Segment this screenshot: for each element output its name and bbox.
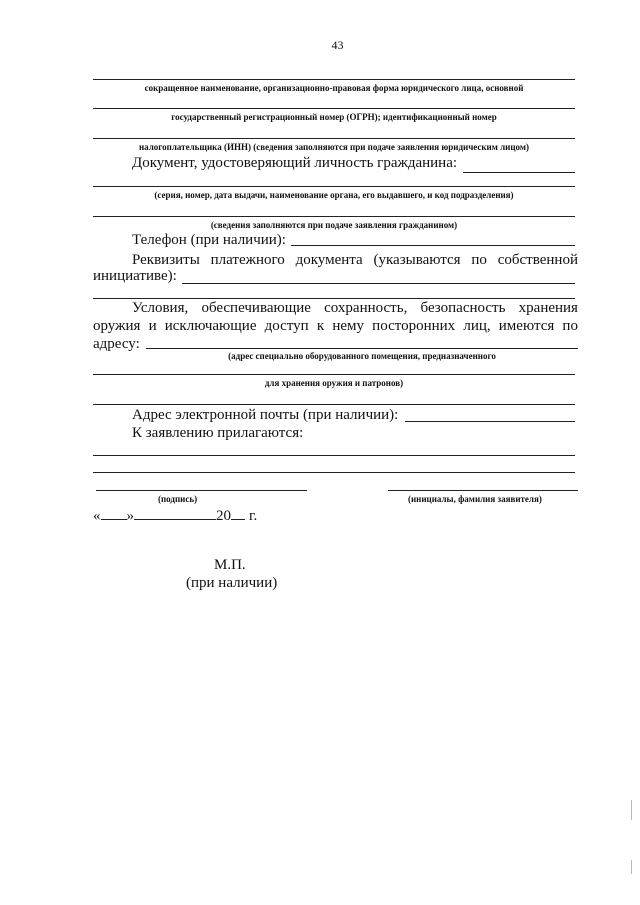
name-line[interactable]: [388, 490, 578, 491]
signature-line[interactable]: [96, 490, 307, 491]
stamp-note: (при наличии): [186, 575, 278, 591]
conditions-word: лиц,: [463, 318, 491, 334]
conditions-word: хранения: [518, 300, 578, 316]
org-name-line[interactable]: [93, 79, 575, 80]
conditions-line-1: [132, 300, 578, 317]
page-number: 43: [331, 38, 344, 52]
address-caption-1: (адрес специально оборудованного помещения, предназначенного: [228, 351, 496, 361]
address-inline-line[interactable]: [146, 348, 578, 349]
payment-line-1: [132, 252, 578, 269]
identity-inline-line[interactable]: [463, 172, 575, 173]
identity-details-line[interactable]: [93, 186, 575, 187]
conditions-word: и: [148, 318, 157, 334]
stamp-label: М.П.: [214, 557, 246, 573]
scan-edge-mark: [631, 860, 632, 874]
date-day-field[interactable]: [101, 518, 127, 520]
conditions-word: исключающие: [164, 318, 257, 334]
date-line: [93, 508, 257, 525]
payment-inline-line[interactable]: [182, 283, 575, 284]
date-month-field[interactable]: [134, 518, 216, 520]
attachments-line-2[interactable]: [93, 472, 575, 473]
org-caption-3: налогоплательщика (ИНН) (сведения заполняются при подаче заявления юридическим лицом): [138, 142, 529, 152]
conditions-line-2: [93, 318, 578, 335]
ogrn-line[interactable]: [93, 108, 575, 109]
conditions-word: нему: [332, 318, 365, 334]
conditions-word: по: [562, 318, 578, 334]
date-year-prefix: 20: [216, 508, 231, 524]
conditions-line-3: адресу:: [93, 336, 140, 352]
date-year-field[interactable]: [231, 518, 245, 520]
conditions-word: сохранность,: [324, 300, 408, 316]
payment-line-2: инициативе):: [93, 268, 177, 284]
payment-word: собственной: [497, 252, 578, 268]
conditions-word: оружия: [93, 318, 141, 334]
identity-extra-line[interactable]: [93, 216, 575, 217]
conditions-word: обеспечивающие: [201, 300, 311, 316]
conditions-word: безопасность: [420, 300, 506, 316]
identity-caption-2: (сведения заполняются при подаче заявления гражданином): [210, 220, 458, 230]
payment-word: Реквизиты: [132, 252, 200, 268]
signature-caption: (подпись): [158, 494, 198, 504]
email-line[interactable]: [405, 421, 575, 422]
identity-label: Документ, удостоверяющий личность гражданина:: [132, 155, 458, 171]
phone-label: Телефон (при наличии):: [132, 232, 286, 248]
payment-word: платежного: [210, 252, 285, 268]
payment-word: по: [471, 252, 487, 268]
identity-caption-1: (серия, номер, дата выдачи, наименование органа, его выдавшего, и код подразделения): [154, 190, 514, 200]
org-caption-2: государственный регистрационный номер (ОГРН); идентификационный номер: [171, 112, 497, 122]
date-open-quote: «: [93, 508, 101, 524]
org-caption-1: сокращенное наименование, организационно-правовая форма юридического лица, основной: [144, 83, 524, 93]
payment-word: документа: [295, 252, 363, 268]
name-caption: (инициалы, фамилия заявителя): [408, 494, 542, 504]
address-caption-2: для хранения оружия и патронов): [264, 378, 404, 388]
date-close-quote: »: [126, 508, 134, 524]
date-year-suffix: г.: [249, 508, 258, 524]
conditions-word: посторонних: [372, 318, 456, 334]
conditions-word: доступ: [264, 318, 309, 334]
payment-word: (указываются: [373, 252, 461, 268]
phone-line[interactable]: [291, 245, 575, 246]
attachments-label: К заявлению прилагаются:: [132, 425, 304, 441]
conditions-word: имеются: [498, 318, 555, 334]
inn-line[interactable]: [93, 138, 575, 139]
address-extra-line[interactable]: [93, 404, 575, 405]
address-full-line[interactable]: [93, 374, 575, 375]
attachments-line-1[interactable]: [93, 455, 575, 456]
conditions-word: к: [316, 318, 325, 334]
conditions-word: Условия,: [132, 300, 189, 316]
payment-full-line[interactable]: [93, 298, 575, 299]
email-label: Адрес электронной почты (при наличии):: [132, 407, 399, 423]
scan-edge-mark: [631, 800, 632, 820]
